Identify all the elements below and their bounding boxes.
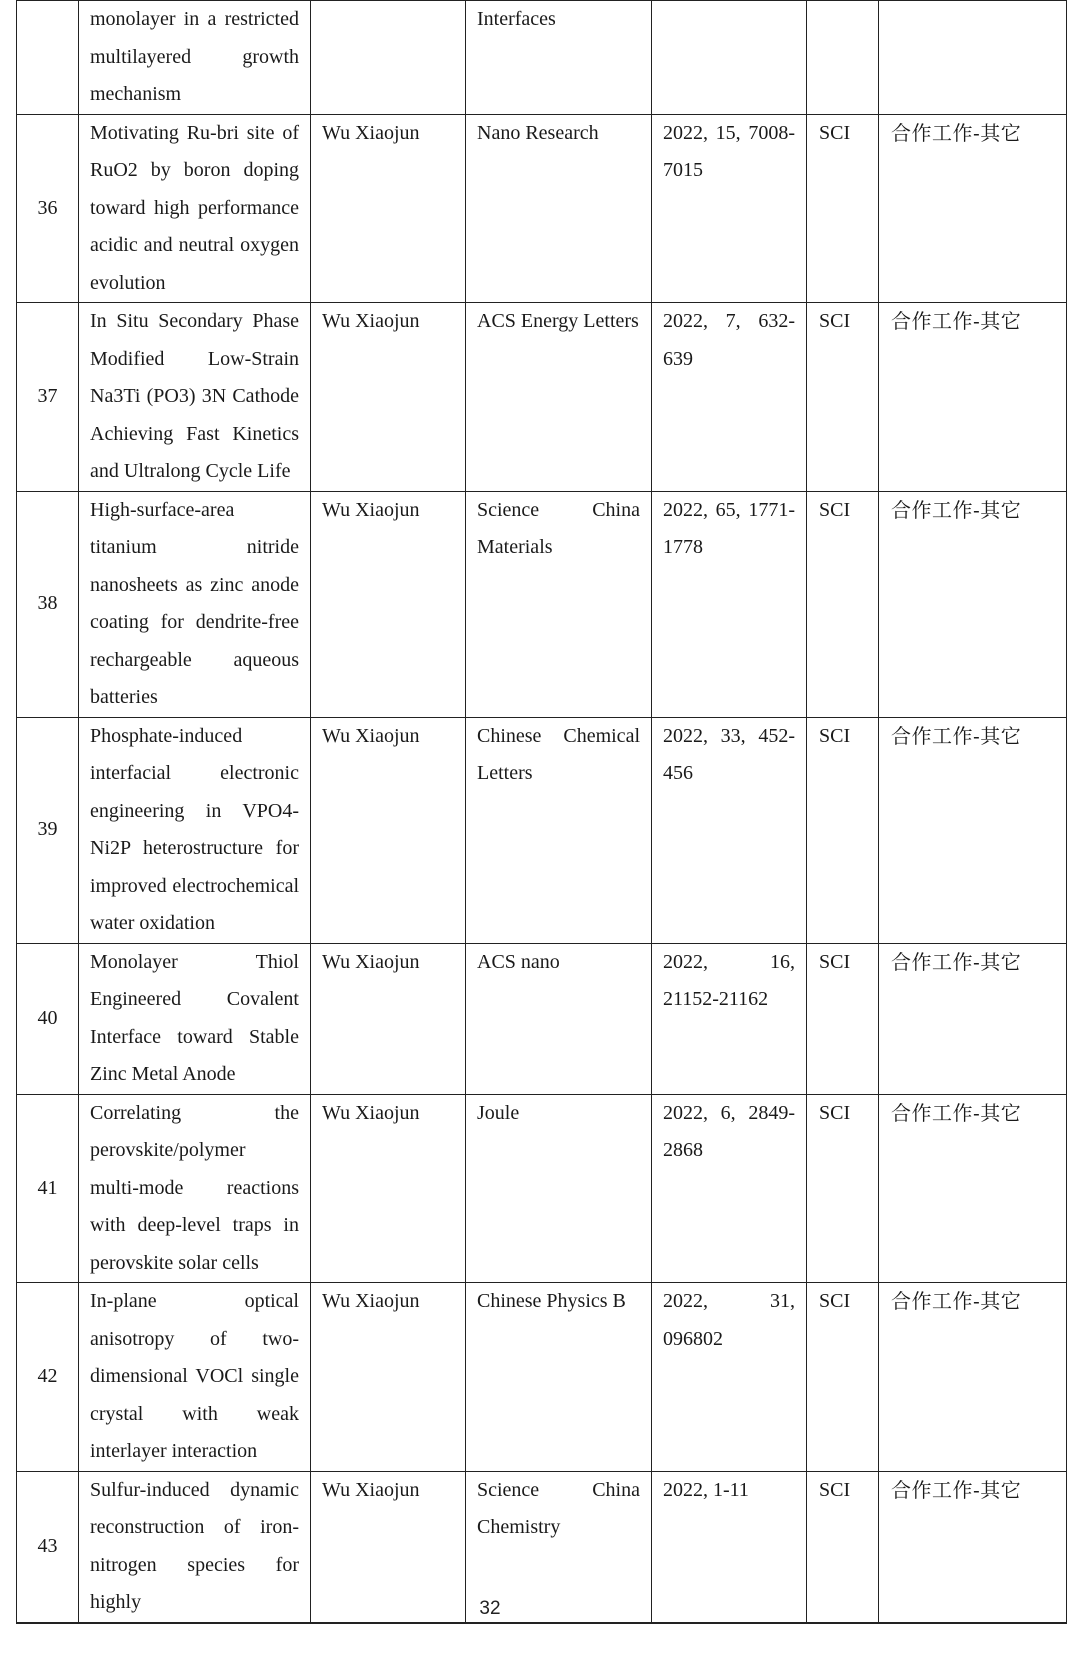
author: Wu Xiaojun xyxy=(311,491,466,717)
journal: Chinese Physics B xyxy=(466,1283,652,1472)
table-row xyxy=(17,1283,1067,1472)
author: Wu Xiaojun xyxy=(311,1283,466,1472)
author: Wu Xiaojun xyxy=(311,1471,466,1623)
paper-title: In-plane optical anisotropy of two-dimensional VOCl single crystal with weak interlayer interaction xyxy=(79,1283,311,1472)
author: Wu Xiaojun xyxy=(311,943,466,1094)
volume-pages: 2022, 16, 21152-21162 xyxy=(652,943,807,1094)
table-row xyxy=(17,717,1067,943)
index-type: SCI xyxy=(807,943,879,1094)
table-row xyxy=(17,114,1067,303)
category: 合作工作-其它 xyxy=(879,717,1067,943)
page-number: 32 xyxy=(479,1598,501,1619)
author: Wu Xiaojun xyxy=(311,114,466,303)
index-type: SCI xyxy=(807,717,879,943)
category: 合作工作-其它 xyxy=(879,303,1067,492)
row-number: 40 xyxy=(17,943,79,1094)
paper-title: Sulfur-induced dynamic reconstruction of iron-nitrogen species for highly xyxy=(79,1471,311,1623)
table-row xyxy=(17,303,1067,492)
paper-title: Motivating Ru-bri site of RuO2 by boron doping toward high performance acidic and neutral oxygen evolution xyxy=(79,114,311,303)
category: 合作工作-其它 xyxy=(879,943,1067,1094)
table-row xyxy=(17,1,1067,115)
table-row xyxy=(17,943,1067,1094)
row-number: 43 xyxy=(17,1471,79,1623)
volume-pages: 2022, 65, 1771-1778 xyxy=(652,491,807,717)
index-type: SCI xyxy=(807,1283,879,1472)
category: 合作工作-其它 xyxy=(879,491,1067,717)
row-number: 37 xyxy=(17,303,79,492)
volume-pages: 2022, 33, 452-456 xyxy=(652,717,807,943)
paper-title: Monolayer Thiol Engineered Covalent Interface toward Stable Zinc Metal Anode xyxy=(79,943,311,1094)
category: 合作工作-其它 xyxy=(879,1471,1067,1623)
volume-pages: 2022, 15, 7008-7015 xyxy=(652,114,807,303)
paper-title: Correlating the perovskite/polymer multi-mode reactions with deep-level traps in perovskite solar cells xyxy=(79,1094,311,1283)
paper-title: Phosphate-induced interfacial electronic engineering in VPO4-Ni2P heterostructure for improved electrochemical water oxidation xyxy=(79,717,311,943)
table-row xyxy=(17,491,1067,717)
category xyxy=(879,1,1067,115)
index-type: SCI xyxy=(807,303,879,492)
category: 合作工作-其它 xyxy=(879,1094,1067,1283)
paper-title: In Situ Secondary Phase Modified Low-Strain Na3Ti (PO3) 3N Cathode Achieving Fast Kinetics and Ultralong Cycle Life xyxy=(79,303,311,492)
publications-table xyxy=(16,0,1067,1624)
publications-table-body xyxy=(17,1,1067,1623)
author: Wu Xiaojun xyxy=(311,303,466,492)
row-number: 38 xyxy=(17,491,79,717)
category: 合作工作-其它 xyxy=(879,1283,1067,1472)
journal: Interfaces xyxy=(466,1,652,115)
index-type: SCI xyxy=(807,1094,879,1283)
volume-pages: 2022, 7, 632-639 xyxy=(652,303,807,492)
volume-pages: 2022, 1-11 xyxy=(652,1471,807,1623)
journal: Joule xyxy=(466,1094,652,1283)
author xyxy=(311,1,466,115)
journal: ACS Energy Letters xyxy=(466,303,652,492)
category: 合作工作-其它 xyxy=(879,114,1067,303)
row-number: 41 xyxy=(17,1094,79,1283)
volume-pages xyxy=(652,1,807,115)
row-number: 42 xyxy=(17,1283,79,1472)
index-type: SCI xyxy=(807,1471,879,1623)
index-type: SCI xyxy=(807,491,879,717)
journal: ACS nano xyxy=(466,943,652,1094)
paper-title: monolayer in a restricted multilayered growth mechanism xyxy=(79,1,311,115)
paper-title: High-surface-area titanium nitride nanosheets as zinc anode coating for dendrite-free rechargeable aqueous batteries xyxy=(79,491,311,717)
journal: Chinese Chemical Letters xyxy=(466,717,652,943)
journal: Science China Chemistry xyxy=(466,1471,652,1623)
volume-pages: 2022, 31, 096802 xyxy=(652,1283,807,1472)
index-type xyxy=(807,1,879,115)
row-number: 39 xyxy=(17,717,79,943)
row-number: 36 xyxy=(17,114,79,303)
journal: Nano Research xyxy=(466,114,652,303)
index-type: SCI xyxy=(807,114,879,303)
author: Wu Xiaojun xyxy=(311,1094,466,1283)
author: Wu Xiaojun xyxy=(311,717,466,943)
journal: Science China Materials xyxy=(466,491,652,717)
row-number xyxy=(17,1,79,115)
volume-pages: 2022, 6, 2849-2868 xyxy=(652,1094,807,1283)
table-row xyxy=(17,1094,1067,1283)
